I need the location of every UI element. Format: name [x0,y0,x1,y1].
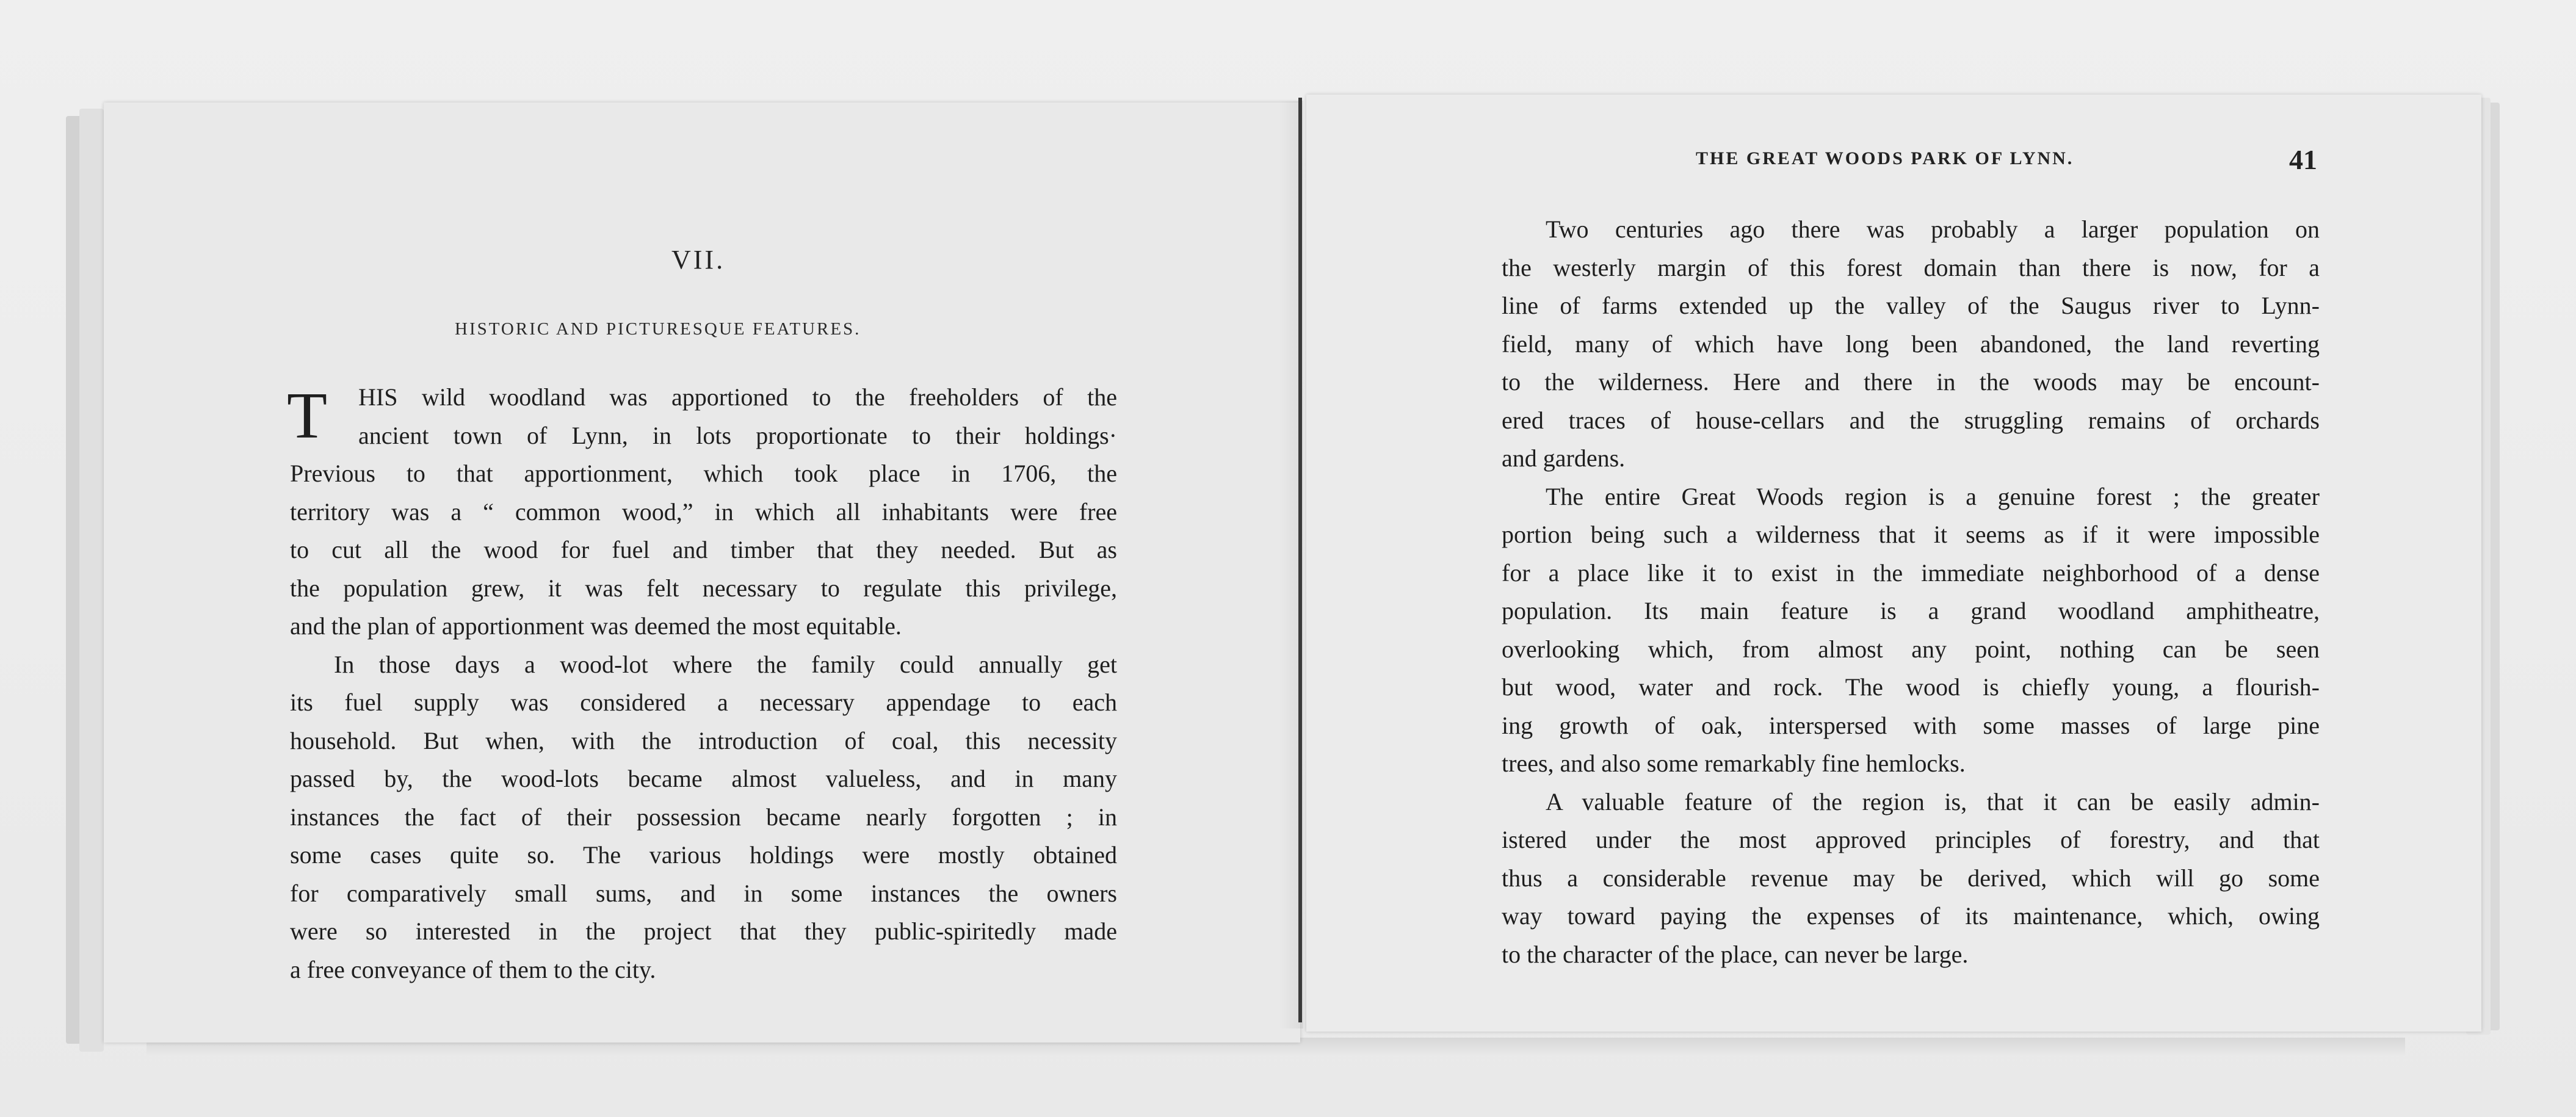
drop-cap: T [287,380,327,452]
text-line: trees, and also some remarkably fine hemlocks. [1502,750,1966,777]
text-line: household. But when, with the introduction of coal, this necessity [290,726,1117,754]
text-line: Two centuries ago there was probably a larger population on [1546,215,2320,243]
text-line: the westerly margin of this forest domain than there is now, for a [1502,253,2320,281]
text-line: for comparatively small sums, and in some instances the owners [290,879,1117,907]
text-line: population. Its main feature is a grand woodland amphitheatre, [1502,597,2320,624]
text-line: territory was a “ common wood,” in which all inhabitants were free [290,497,1117,526]
text-line: In those days a wood-lot where the family could annually get [334,650,1117,678]
paragraph [290,646,1117,989]
paragraph [1502,211,2320,478]
text-line: istered under the most approved principles of forestry, and that [1502,826,2320,853]
chapter-title: HISTORIC AND PICTURESQUE FEATURES. [455,319,861,339]
right-page-body [1502,211,2320,974]
text-line: for a place like it to exist in the immediate neighborhood of a dense [1502,558,2320,587]
text-line: portion being such a wilderness that it seems as if it were impossible [1502,521,2320,548]
text-line: ered traces of house-cellars and the struggling remains of orchards [1502,406,2320,434]
text-line: passed by, the wood-lots became almost valueless, and in many [290,765,1117,792]
text-line: its fuel supply was considered a necessary appendage to each [290,689,1117,716]
text-line: line of farms extended up the valley of the Saugus river to Lynn- [1502,292,2320,319]
text-line: HIS wild woodland was apportioned to the freeholders of the [358,383,1117,411]
text-line: some cases quite so. The various holdings were mostly obtained [290,841,1117,869]
text-line: to the character of the place, can never be large. [1502,940,1969,968]
book-gutter [1298,98,1302,1022]
text-line: ancient town of Lynn, in lots proportionate to their holdings· [358,421,1117,449]
text-line: overlooking which, from almost any point, nothing can be seen [1502,635,2320,663]
page-stack-edge-left-inner [79,109,104,1052]
text-line: thus a considerable revenue may be derived, which will go some [1502,864,2320,892]
paragraph [1502,478,2320,783]
text-line: were so interested in the project that they public-spiritedly made [290,917,1117,945]
text-line: ing growth of oak, interspersed with some masses of large pine [1502,711,2320,739]
text-line: way toward paying the expenses of its maintenance, which, owing [1502,902,2320,930]
left-page-body [290,378,1117,989]
text-line: A valuable feature of the region is, that it can be easily admin- [1546,787,2320,815]
text-line: and gardens. [1502,444,1626,472]
page-number: 41 [2289,144,2317,175]
text-line: to cut all the wood for fuel and timber that they needed. But as [290,536,1117,563]
text-line: the population grew, it was felt necessary to regulate this privilege, [290,574,1117,602]
text-line: and the plan of apportionment was deemed the most equitable. [290,612,902,640]
running-head: THE GREAT WOODS PARK OF LYNN. [1696,148,2074,168]
text-line: The entire Great Woods region is a genuine forest ; the greater [1546,482,2320,510]
text-line: but wood, water and rock. The wood is chiefly young, a flourish- [1502,673,2320,701]
text-line: field, many of which have long been abandoned, the land reverting [1502,330,2320,358]
text-line: a free conveyance of them to the city. [290,955,656,983]
paragraph [290,378,1117,646]
chapter-number: VII. [671,245,726,275]
text-line: to the wilderness. Here and there in the woods may be encount- [1502,368,2320,396]
text-line: instances the fact of their possession became nearly forgotten ; in [290,803,1117,831]
text-line: Previous to that apportionment, which took place in 1706, the [290,460,1117,487]
paragraph [1502,783,2320,974]
